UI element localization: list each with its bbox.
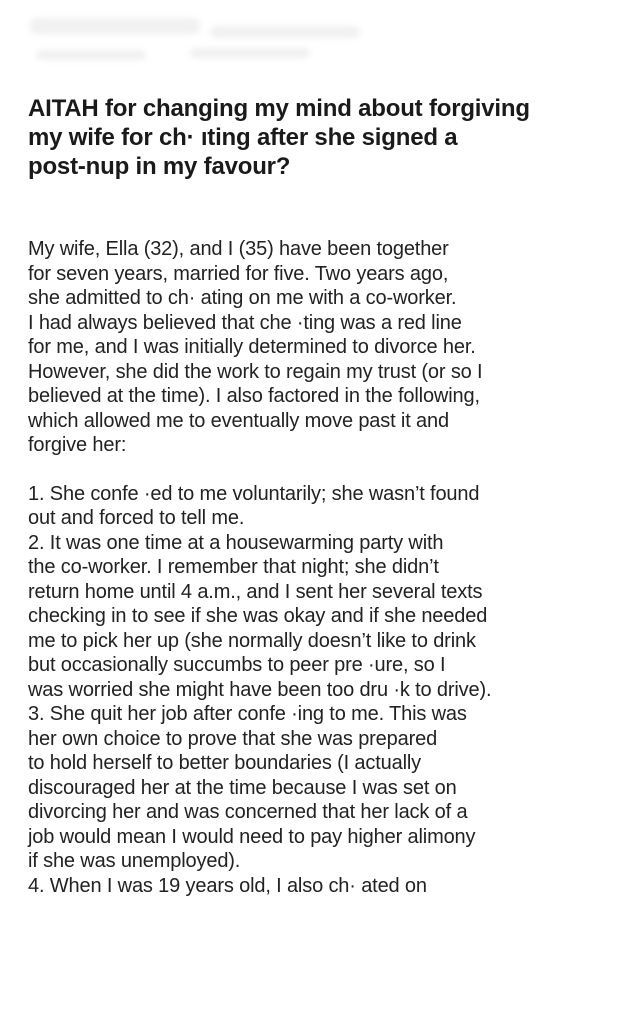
body-line: believed at the time). I also factored in the following, (28, 385, 480, 407)
body-line: divorcing her and was concerned that her lack of a (28, 801, 468, 823)
body-line: but occasionally succumbs to peer pre ·ure, so I (28, 654, 446, 676)
title-line: AITAH for changing my mind about forgiving (28, 95, 530, 122)
body-line: the co-worker. I remember that night; she didn’t (28, 556, 439, 578)
body-line: her own choice to prove that she was prepared (28, 727, 438, 750)
post-title (28, 94, 606, 181)
body-line: 2. It was one time at a housewarming party with (28, 531, 444, 554)
body-line: discouraged her at the time because I was set on (28, 776, 457, 799)
body-line: for me, and I was initially determined to divorce her. (28, 336, 476, 358)
title-line: post-nup in my favour? (28, 153, 291, 180)
paragraph-spacer (28, 458, 606, 482)
body-line: which allowed me to eventually move past it and (28, 409, 449, 432)
body-line: 4. When I was 19 years old, I also ch· ated on (28, 874, 427, 897)
post (28, 94, 606, 898)
body-line: forgive her: (28, 434, 127, 456)
title-line: my wife for ch· ıting after she signed a (28, 124, 458, 151)
body-line: 3. She quit her job after confe ·ing to me. This was (28, 703, 467, 725)
body-line: However, she did the work to regain my trust (or so I (28, 360, 483, 383)
body-line: for seven years, married for five. Two years ago, (28, 262, 449, 285)
body-line: she admitted to ch· ating on me with a co-worker. (28, 287, 457, 309)
body-line: job would mean I would need to pay higher alimony (28, 825, 476, 848)
body-line: My wife, Ella (32), and I (35) have been together (28, 238, 449, 260)
body-line: return home until 4 a.m., and I sent her several texts (28, 580, 483, 603)
blurred-header (0, 0, 619, 80)
body-line: checking in to see if she was okay and if she needed (28, 605, 488, 627)
body-line: if she was unemployed). (28, 850, 241, 872)
body-line: out and forced to tell me. (28, 507, 245, 529)
paragraph-intro (28, 237, 606, 458)
paragraph-list (28, 482, 606, 899)
body-line: was worried she might have been too dru ·k to drive). (28, 678, 492, 701)
body-line: I had always believed that che ·ting was a red line (28, 311, 462, 334)
post-body (28, 237, 606, 898)
body-line: me to pick her up (she normally doesn’t like to drink (28, 629, 476, 652)
body-line: to hold herself to better boundaries (I actually (28, 752, 422, 774)
body-line: 1. She confe ·ed to me voluntarily; she wasn’t found (28, 482, 480, 505)
